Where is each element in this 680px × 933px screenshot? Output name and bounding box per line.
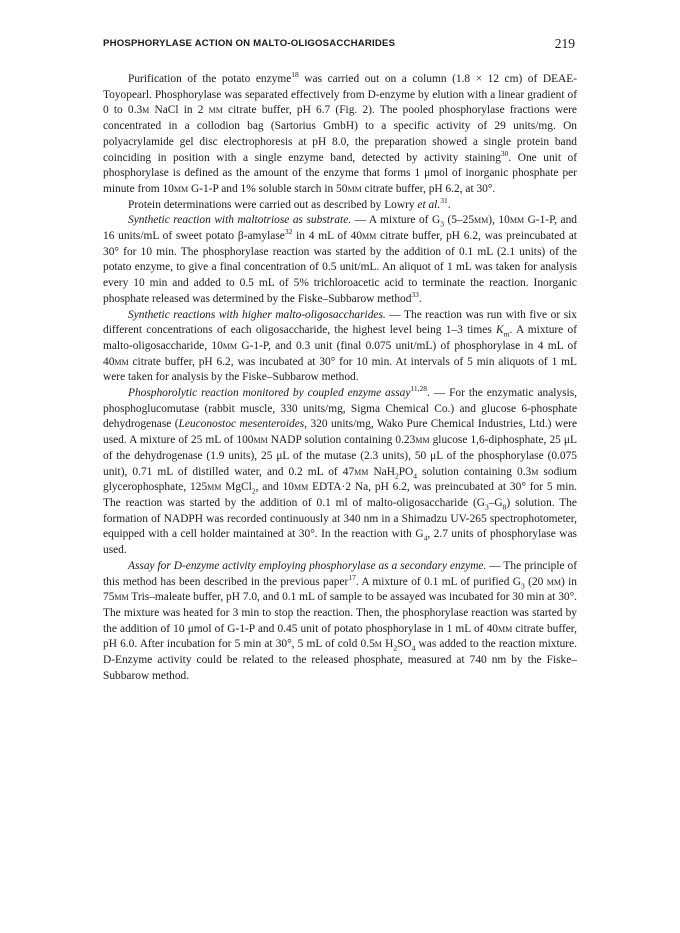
body-text: [103, 72, 577, 684]
paragraph-coupled-assay: Phosphorolytic reaction monitored by coupled enzyme assay$^{11,28}$. — For the enzymatic analysis, phosphoglucomutase (rabbit muscle, 330 units/mg, Sigma Chemical Co.) and glucose 6-phosphate dehydrogenase (Leuconostoc mesenteroides, 320 units/mg, Wako Pure Chemical Industries, Ltd.) were used. A mixture of 25 mL of 100mm NADP solution containing 0.23mm glucose 1,6-diphosphate, 25 μL of the dehydrogenase (1.9 units), 25 μL of the mutase (2.3 units), 50 μL of the phosphorylase (0.075 unit), 0.71 mL of distilled water, and 0.2 mL of 47mm $NaH_2PO_4$ solution containing 0.3m sodium glycerophosphate, 125mm MgCl$_2$, and 10mm EDTA·2 Na, pH 6.2, was preincubated at 30° for 5 min. The reaction was started by the addition of 0.1 ml of malto-oligosaccharide $(G_3-G_8)$ solution. The formation of NADPH was recorded continuously at 340 nm in a Shimadzu UV-265 spectrophotometer, equipped with a cell holder maintained at 30°. In the reaction with $G_4$, 2.7 units of phosphorylase was used.: [103, 384, 577, 557]
citation: 17: [348, 572, 356, 582]
running-header: [103, 38, 575, 54]
page-number: 219: [554, 36, 575, 51]
citation: 31: [440, 195, 448, 205]
paragraph-purification: Purification of the potato enzyme$^{18}$ was carried out on a column (1.8 × 12 cm) of DEAE-Toyopearl. Phosphorylase was separated effectively from D-enzyme by elution with a linear gradient of 0 to 0.3m NaCl in 2 mm citrate buffer, pH 6.7 (Fig. 2). The pooled phosphorylase fractions were concentrated in a collodion bag (Sartorius GmbH) to a specific activity of 29 units/mg. On polyacrylamide gel disc electrophoresis at pH 8.0, the preparation showed a single protein band coinciding in position with a single enzyme band, detected by activity staining$^{30}$. One unit of phosphorylase is defined as the amount of the enzyme that forms 1 μmol of inorganic phosphate per minute from 10mm G-1-P and 1% soluble starch in 50mm citrate buffer, pH 6.2, at 30°.: [103, 70, 578, 195]
citation: 11,28: [410, 384, 427, 394]
paragraph-maltotriose: Synthetic reaction with maltotriose as substrate. — A mixture of $G_3$ (5–25mm), 10mm G-1-P, and 16 units/mL of sweet potato β-amylase$^{32}$ in 4 mL of 40mm citrate buffer, pH 6.2, was preincubated at 30° for 10 min. The phosphorylase reaction was started by the addition of 0.1 mL (2.1 units) of the potato enzyme, to give a final concentration of 0.5 unit/mL. An aliquot of 1 mL was taken for analysis every 10 min and added to 0.5 mL of 5% trichloroacetic acid to terminate the reaction. Inorganic phosphate released was determined by the Fiske–Subbarow method$^{33}$.: [103, 214, 577, 305]
section-heading: Synthetic reaction with maltotriose as substrate.: [128, 214, 352, 227]
citation: 18: [291, 70, 299, 80]
citation: 30: [500, 148, 509, 158]
section-heading: Assay for D-enzyme activity employing phosphorylase as a secondary enzyme.: [128, 559, 487, 572]
paragraph-protein: Protein determinations were carried out as described by Lowry et al.$^{31}$.: [128, 195, 451, 211]
citation: 32: [284, 227, 293, 237]
citation: 33: [411, 290, 419, 300]
running-title: PHOSPHORYLASE ACTION ON MALTO-OLIGOSACCHARIDES: [103, 38, 396, 49]
paragraph-d-enzyme-assay: Assay for D-enzyme activity employing phosphorylase as a secondary enzyme. — The principle of this method has been described in the previous paper$^{17}$. A mixture of 0.1 mL of purified $G_3$ (20 mm) in 75mm Tris–maleate buffer, pH 7.0, and 0.1 mL of sample to be assayed was incubated for 30 min at 30°. The mixture was heated for 3 min to stop the reaction. Then, the phosphorylase reaction was started by the addition of 10 μmol of G-1-P and 0.45 unit of potato phosphorylase in 1 mL of 40mm citrate buffer, pH 6.0. After incubation for 5 min at 30°, 5 mL of cold 0.5m $H_2SO_4$ was added to the reaction mixture. D-Enzyme activity could be related to the released phosphate, measured at 740 nm by the Fiske–Subbarow method.: [103, 559, 578, 682]
section-heading: Synthetic reactions with higher malto-oligosaccharides.: [128, 308, 386, 321]
paragraph-higher-oligosaccharides: Synthetic reactions with higher malto-oligosaccharides. — The reaction was run with five or six different concentrations of each oligosaccharide, the highest level being 1–3 times $K_m$. A mixture of malto-oligosaccharide, 10mm G-1-P, and 0.3 unit (final 0.075 unit/mL) of phosphorylase in 4 mL of 40mm citrate buffer, pH 6.2, was incubated at 30° for 10 min. At intervals of 5 min aliquots of 1 mL were taken for analysis by the Fiske–Subbarow method.: [103, 308, 578, 384]
section-heading: Phosphorolytic reaction monitored by coupled enzyme assay: [128, 387, 411, 400]
